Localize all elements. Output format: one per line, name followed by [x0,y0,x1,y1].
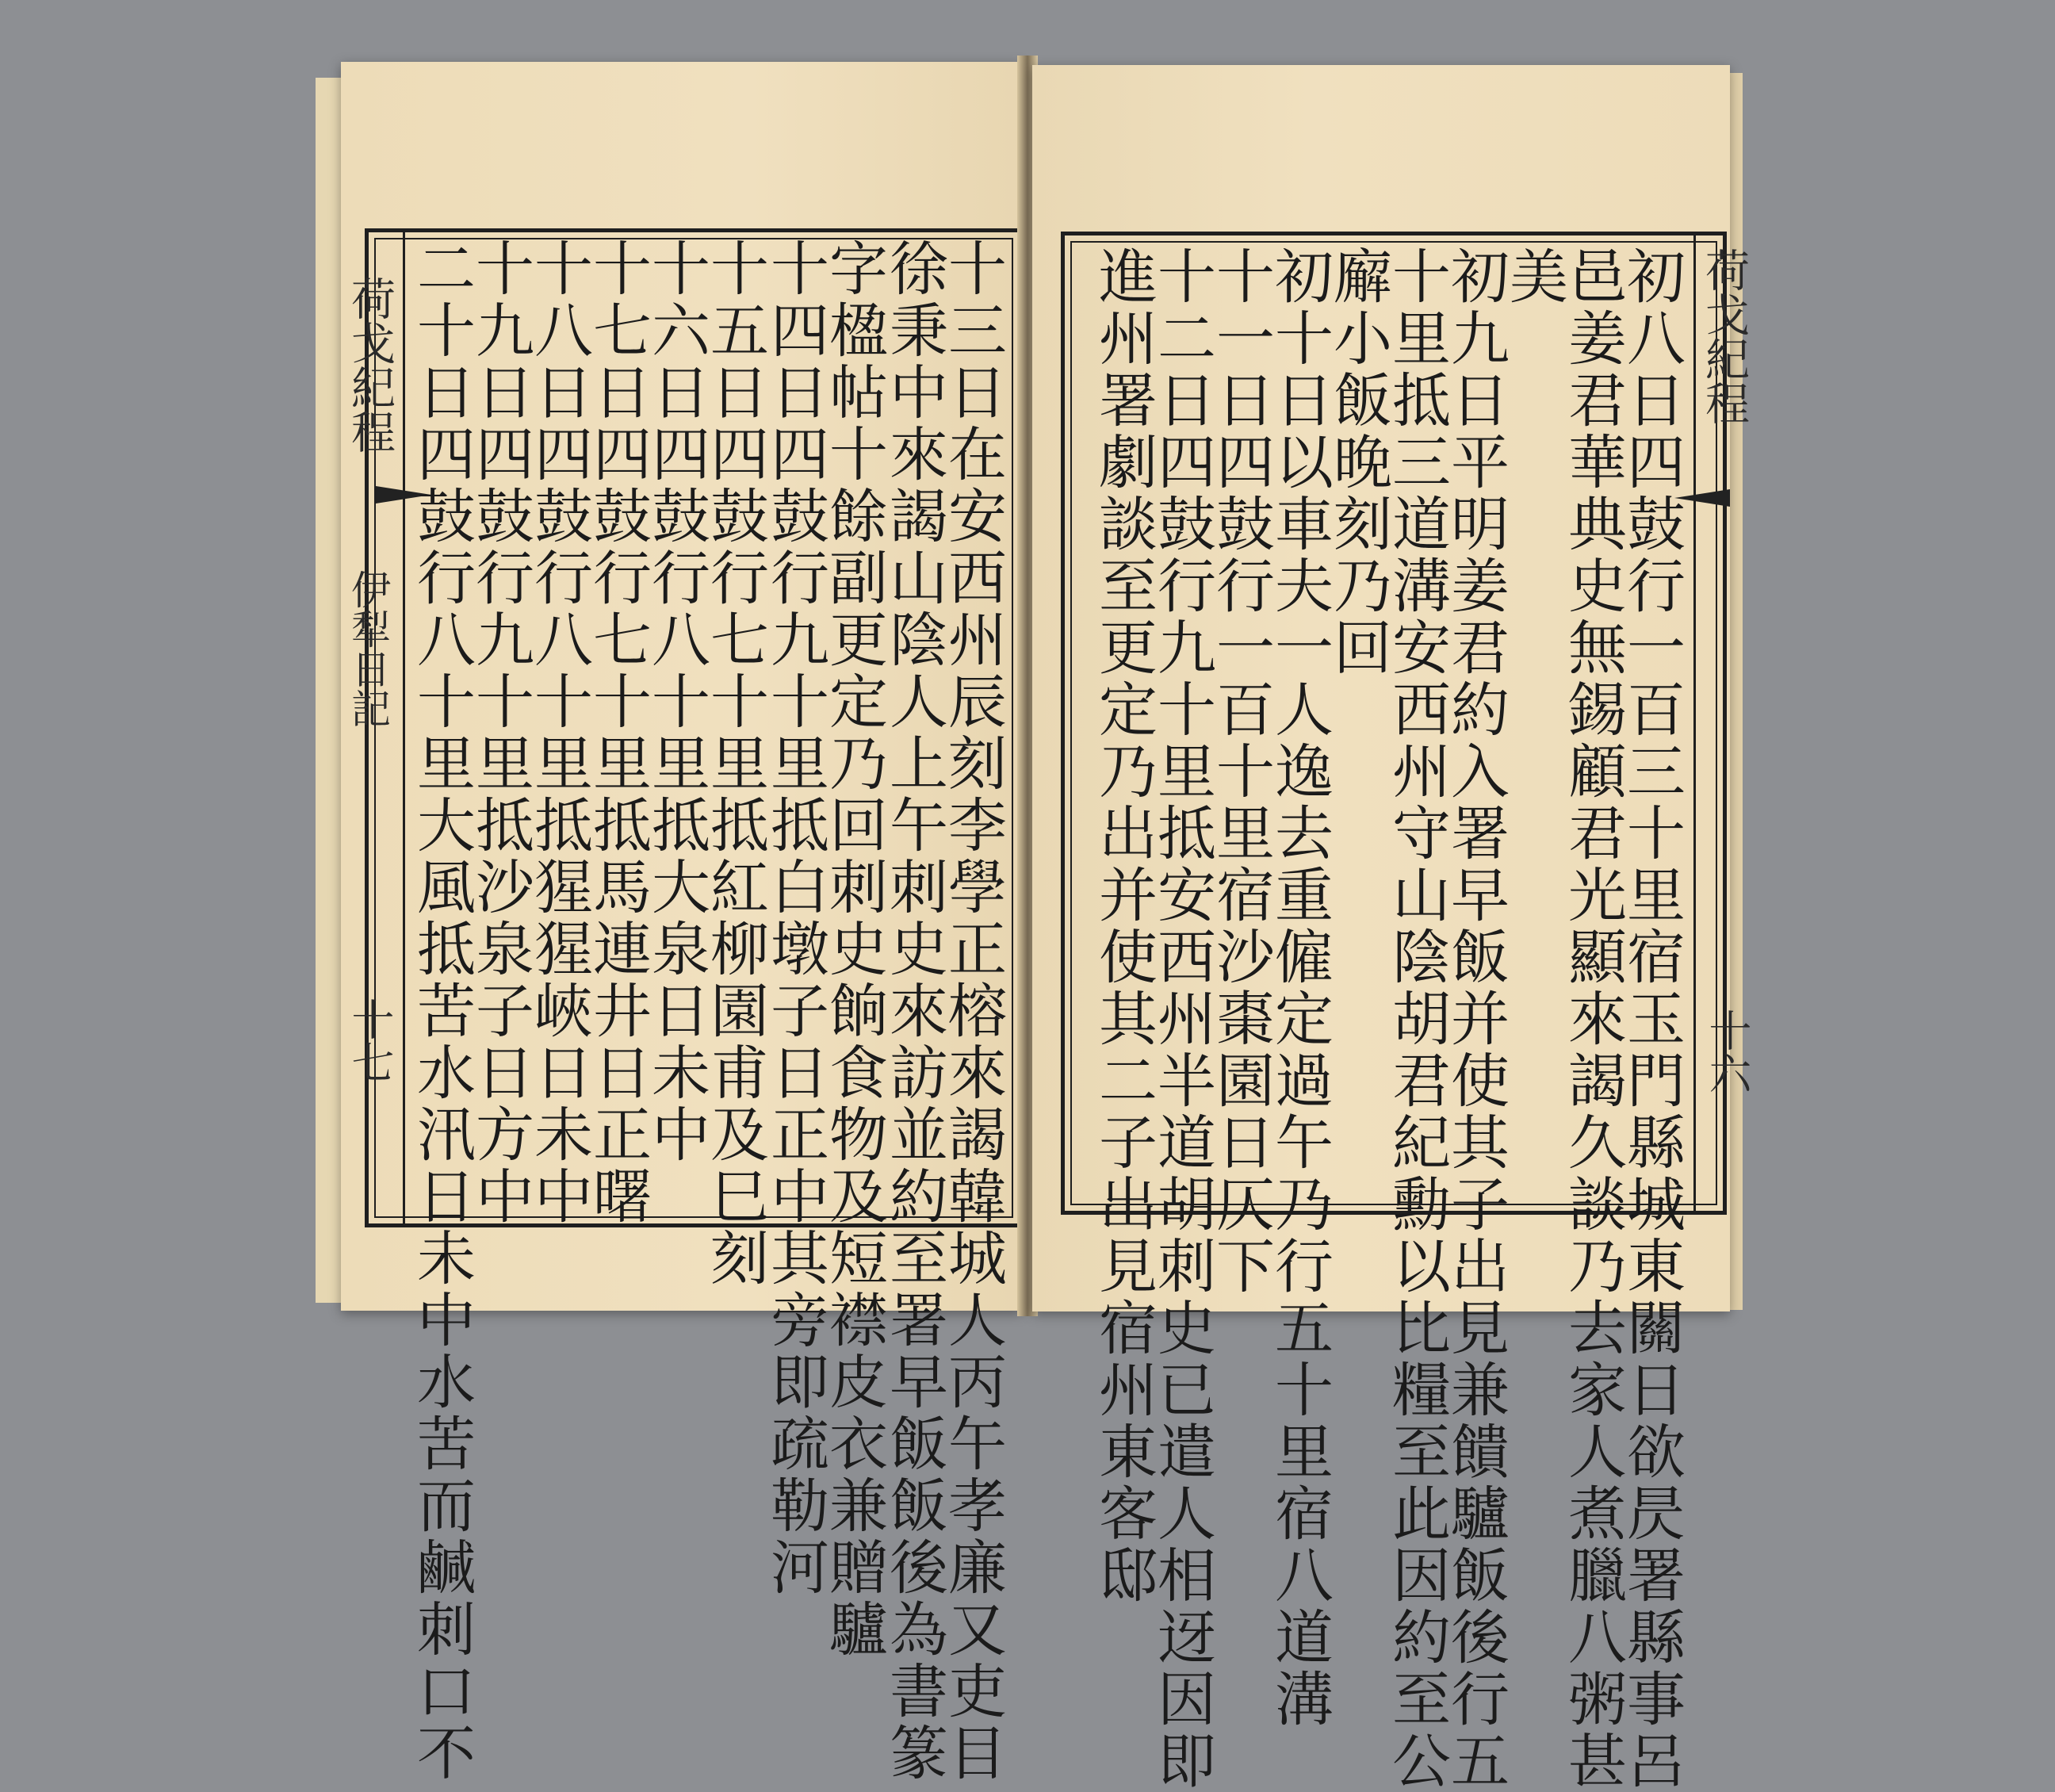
left-column-4: 十四日四鼓行九十里抵白墩子日正中其旁即疏勒河 [761,238,829,1599]
left-column-1: 十三日在安西州辰刻李學正榕來謁韓城人丙午孝廉又吏目 [939,238,1007,1784]
left-column-8: 十八日四鼓行八十里抵猩猩峽日未中 [525,238,593,1227]
right-column-5: 十里抵三道溝安西州守山陰胡君紀勳以比糧至此因約至公 [1383,246,1451,1792]
left-column-5: 十五日四鼓行七十里抵紅柳園甫及巳刻 [701,238,769,1289]
right-column-7: 初十日以車夫一人逸去重僱定過午乃行五十里宿八道溝 [1265,246,1334,1730]
left-block-heart-line [403,230,405,1226]
right-column-3: 美 [1500,246,1568,308]
left-column-9: 十九日四鼓行九十里抵沙泉子日方中 [466,238,534,1227]
left-column-3: 字楹帖十餘副更定乃回刺史餉食物及短襟皮衣兼贈驢 [820,238,888,1660]
right-column-4: 初九日平明姜君約入署早飯并使其子出見兼饋驢飯後行五 [1441,246,1510,1792]
right-column-9: 十二日四鼓行九十里抵安西州半道胡刺史已遣人相迓因即 [1148,246,1216,1792]
right-column-8: 十一日四鼓行一百十里宿沙棗園日仄下 [1207,246,1275,1297]
right-margin-title: 荷戈紀程 [1698,247,1750,425]
right-column-10: 進州署劇談至更定乃出并使其二子出見宿州東客邸 [1089,246,1158,1606]
right-column-6: 廨小飯晚刻乃回 [1324,246,1392,679]
left-column-10: 二十日四鼓行八十里大風抵苦水汛日未中水苦而鹹刺口不 [408,238,476,1784]
right-page [1032,65,1752,1792]
right-folio-number: 十六 [1702,1009,1752,1094]
left-folio-number: 十七 [345,997,395,1083]
right-column-1: 初八日四鼓行一百三十里宿玉門縣城東關日欲昃署縣事呂 [1617,246,1686,1792]
left-column-6: 十六日四鼓行八十里抵大泉日未中 [642,238,710,1166]
right-column-2: 邑姜君華典史無錫顧君光顯來謁久談乃去家人煮臘八粥甚 [1559,246,1627,1792]
left-page [341,62,1023,1784]
left-column-2: 徐秉中來謁山陰人上午刺史來訪並約至署早飯飯後為書篆 [880,238,948,1784]
left-margin-subtitle: 伊犁日記 [345,569,391,728]
left-column-7: 十七日四鼓行七十里抵馬連井日正曙 [584,238,652,1227]
left-margin-title: 荷戈紀程 [344,276,396,454]
